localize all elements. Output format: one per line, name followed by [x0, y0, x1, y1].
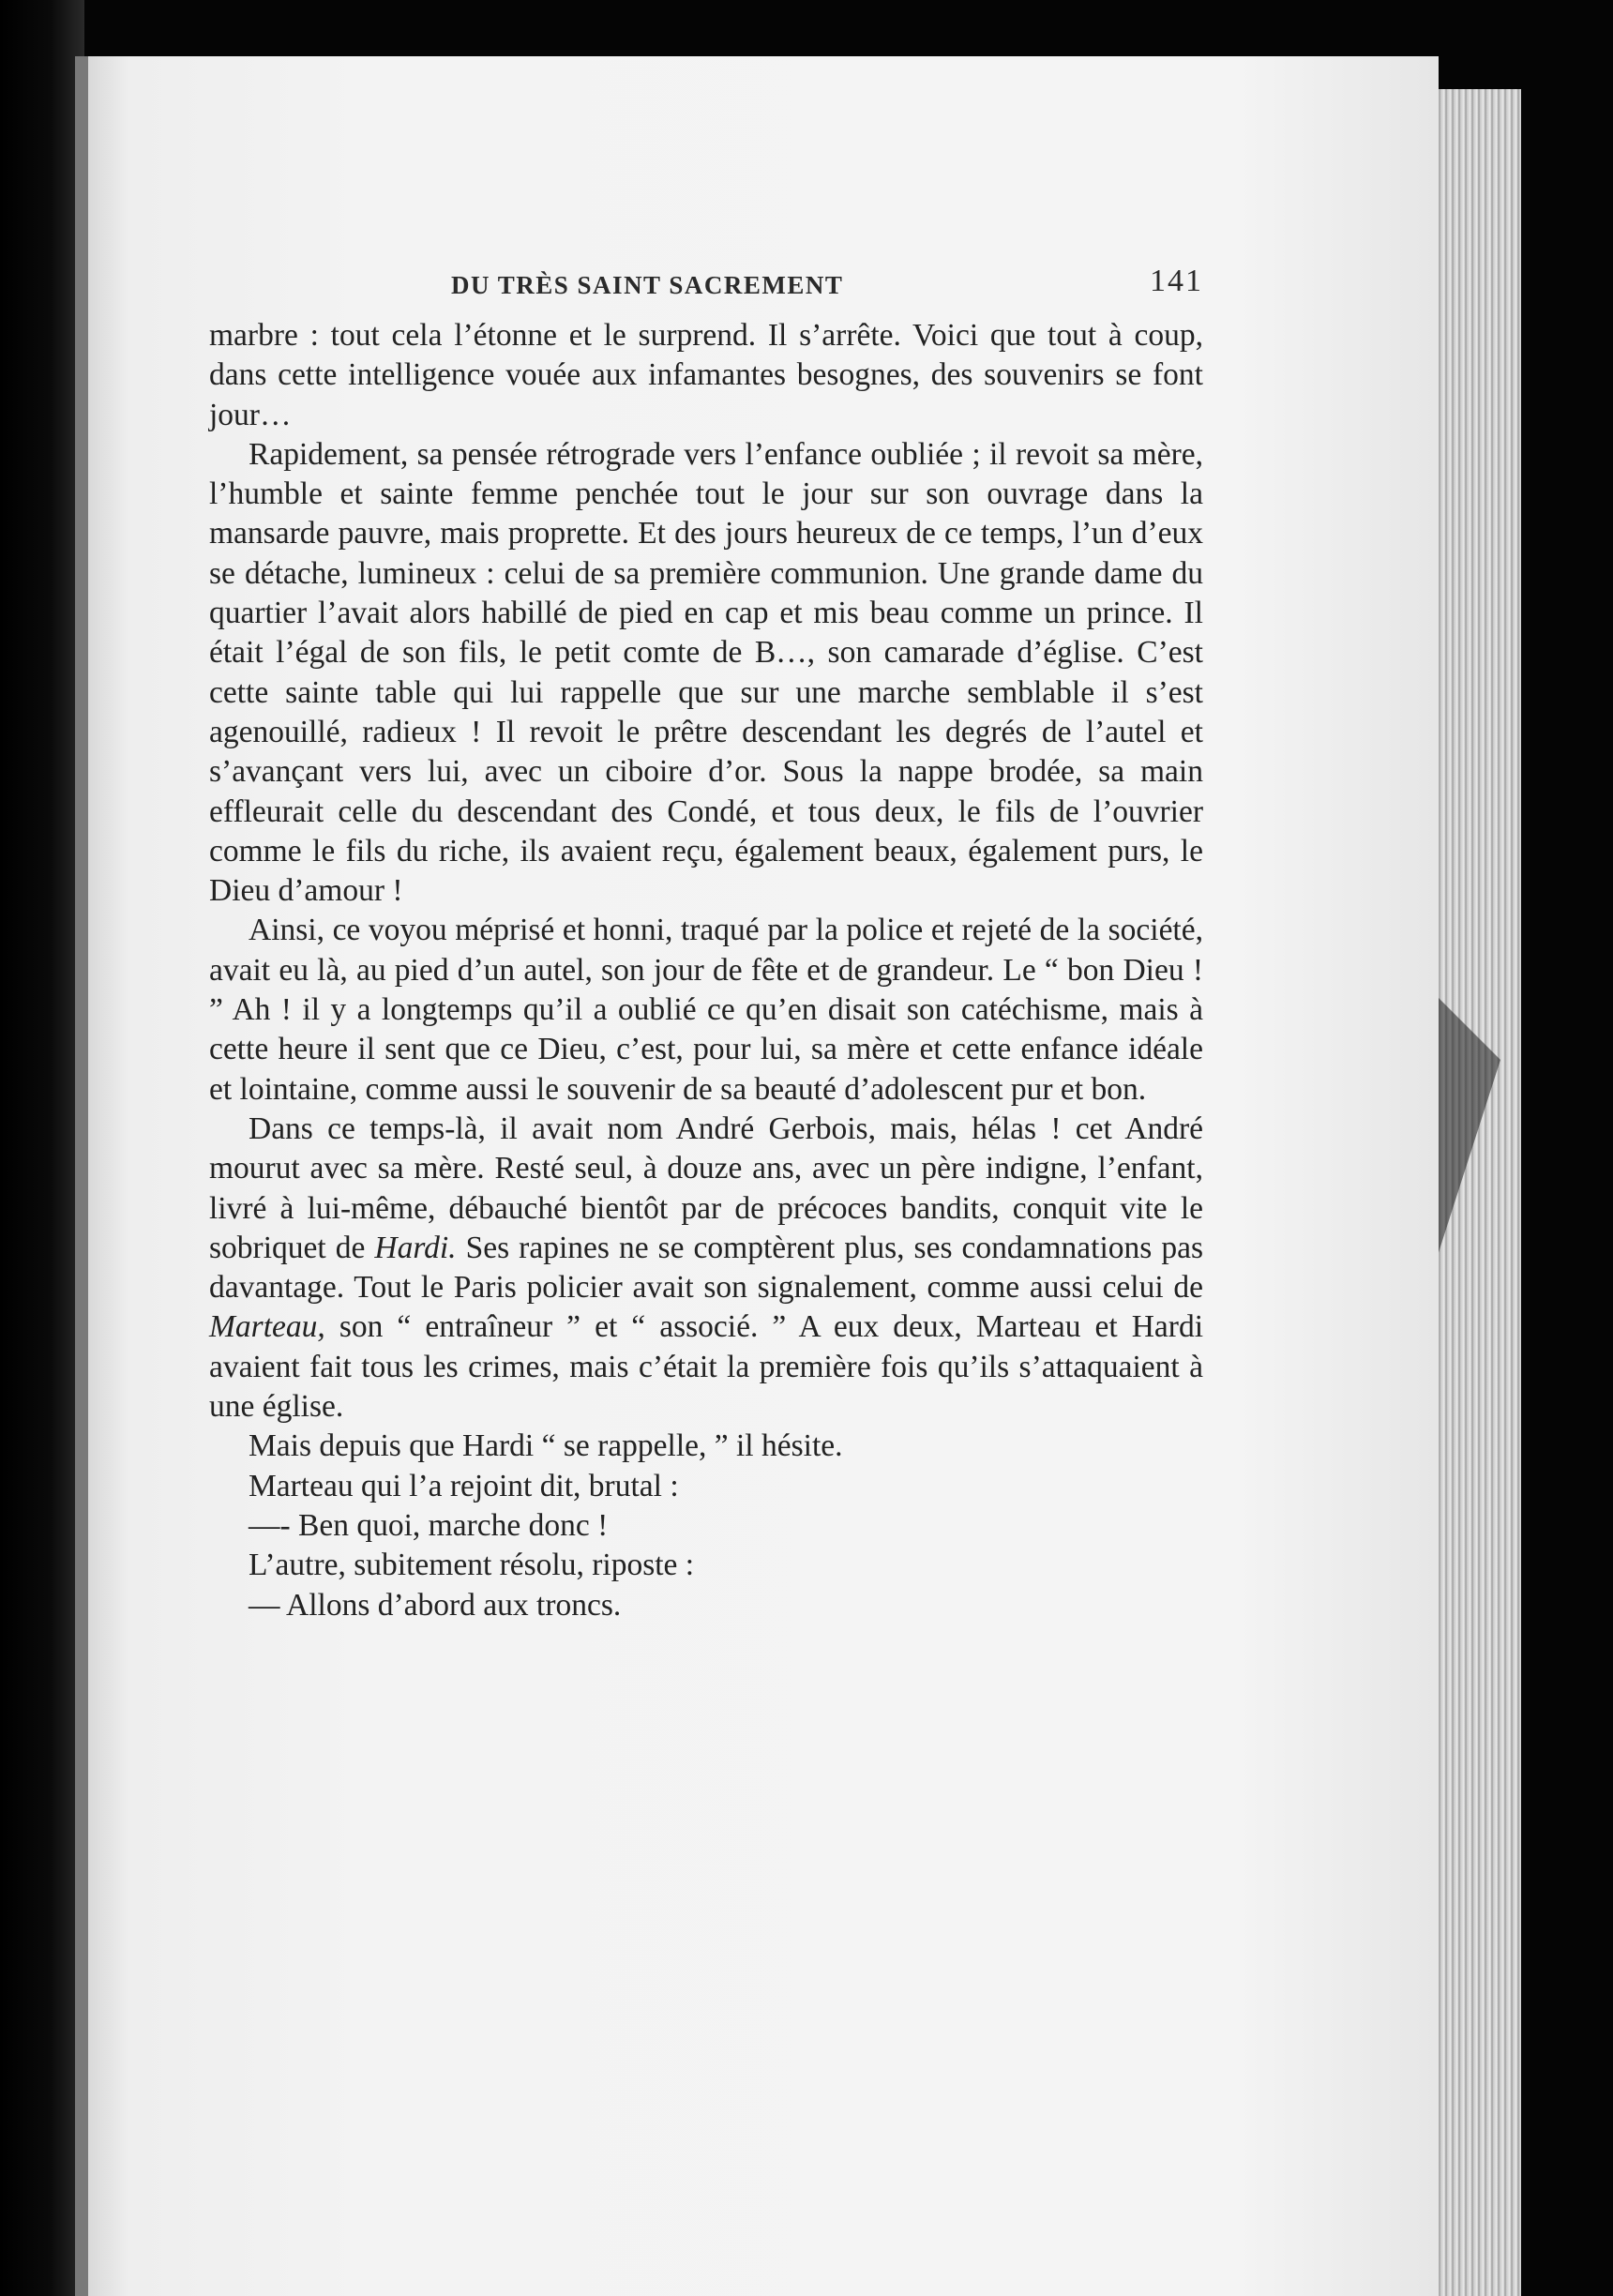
paragraph-4	[209, 1110, 1203, 1427]
paragraph-1: marbre : tout cela l’étonne et le surprend. Il s’arrête. Voici que tout à coup, dans cette intelligence vouée aux infamantes besognes, des souvenirs se font jour…	[209, 318, 1203, 432]
dialogue-line-4: L’autre, subitement résolu, riposte :	[249, 1548, 695, 1583]
italic-hardi: Hardi.	[374, 1230, 457, 1265]
dialogue-line-3: —- Ben quoi, marche donc !	[249, 1507, 609, 1543]
page-text	[209, 258, 1203, 1625]
page-header	[209, 258, 1203, 303]
dialogue-line-1: Mais depuis que Hardi “ se rappelle, ” il hésite.	[249, 1428, 843, 1464]
paragraph-4-part-3: son “ entraîneur ” et “ associé. ” A eux deux, Marteau et Hardi avaient fait tous les crimes, mais c’était la première fois qu’ils s’attaquaient à une église.	[209, 1309, 1203, 1425]
running-title: DU TRÈS SAINT SACREMENT	[451, 271, 844, 299]
italic-marteau: Marteau,	[209, 1309, 325, 1345]
dialogue-line-5: — Allons d’abord aux troncs.	[249, 1587, 622, 1623]
dialogue-line-2: Marteau qui l’a rejoint dit, brutal :	[249, 1468, 679, 1503]
paragraph-4-part-2: Ses rapines ne se comptèrent plus, ses condamnations pas davantage. Tout le Paris policier avait son signalement, comme aussi celui de	[209, 1230, 1204, 1306]
paragraph-2: Rapidement, sa pensée rétrograde vers l’enfance oubliée ; il revoit sa mère, l’humble et sainte femme penchée tout le jour sur son ouvrage dans la mansarde pauvre, mais proprette. Et des jours heureux de ce temps, l’un d’eux se détache, lumineux : celui de sa première communion. Une grande dame du quartier l’avait alors habillé de pied en cap et mis beau comme un prince. Il était l’égal de son fils, le petit comte de B…, son camarade d’église. C’est cette sainte table qui lui rappelle que sur une marche semblable il s’est agenouillé, radieux ! Il revoit le prêtre descendant les degrés de l’autel et s’avançant vers lui, avec un ciboire d’or. Sous la nappe brodée, sa main effleurait celle du descendant des Condé, et tous deux, le fils de l’ouvrier comme le fils du riche, ils avaient reçu, également beaux, également purs, le Dieu d’amour !	[209, 436, 1203, 909]
paragraph-3: Ainsi, ce voyou méprisé et honni, traqué par la police et rejeté de la société, avait eu là, au pied d’un autel, son jour de fête et de grandeur. Le “ bon Dieu ! ” Ah ! il y a longtemps qu’il a oublié ce qu’en disait son catéchisme, mais à cette heure il sent que ce Dieu, c’est, pour lui, sa mère et cette enfance idéale et lointaine, comme aussi le souvenir de sa beauté d’adolescent pur et bon.	[209, 913, 1203, 1107]
paragraph-4-part-1: Dans ce temps-là, il avait nom André Gerbois, mais, hélas ! cet André mourut avec sa mère. Resté seul, à douze ans, avec un père indigne, l’enfant, livré à lui-même, débauché bientôt par de précoces bandits, conquit vite le sobriquet de	[209, 1110, 1203, 1265]
book-spine-shadow	[0, 0, 84, 2296]
page-number: 141	[1150, 264, 1203, 298]
